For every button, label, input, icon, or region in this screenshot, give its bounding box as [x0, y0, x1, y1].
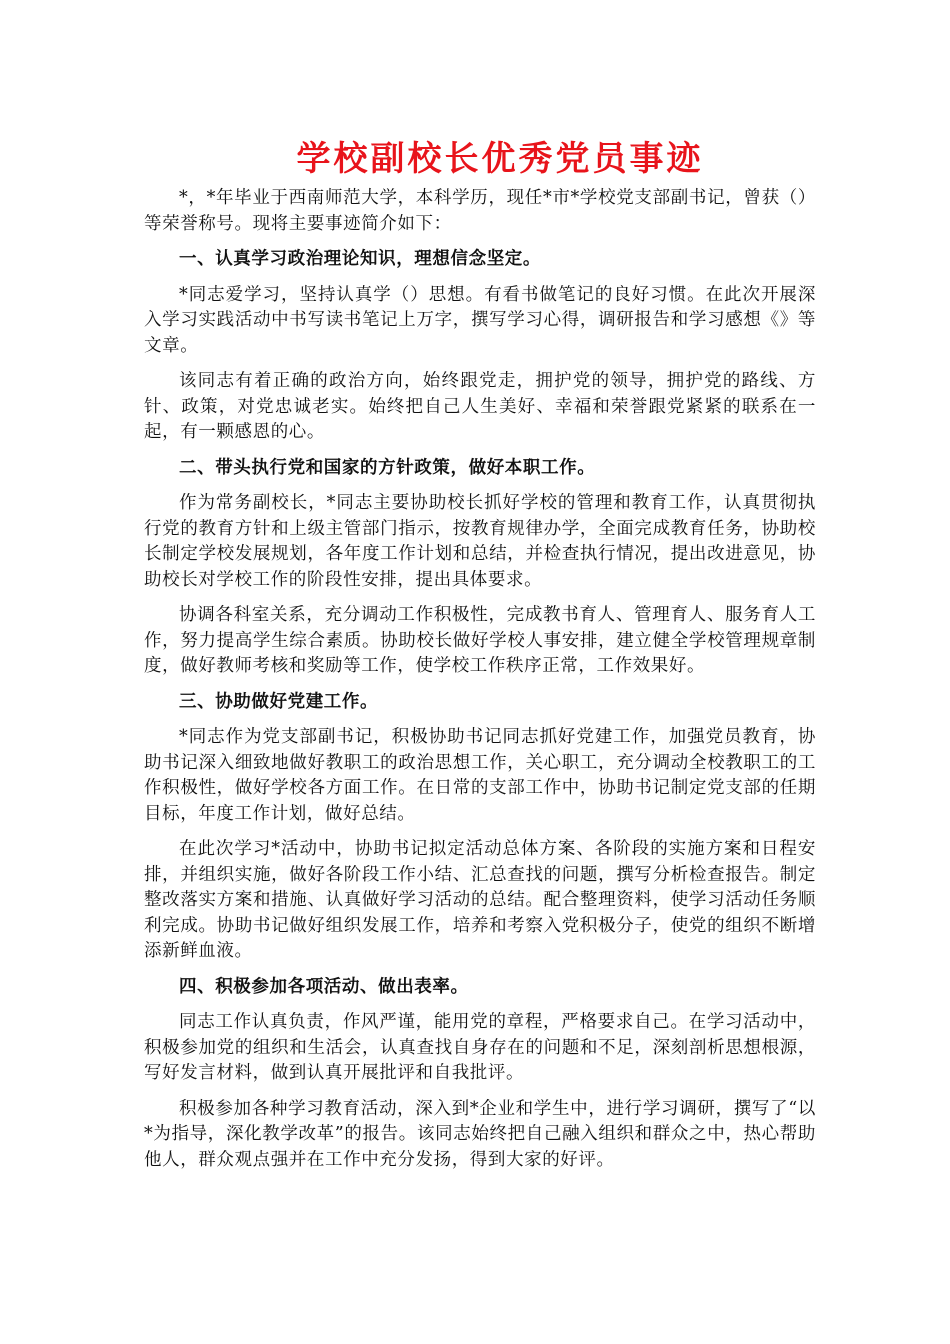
section-1-paragraph-1: *同志爱学习，坚持认真学（）思想。有看书做笔记的良好习惯。在此次开展深入学习实践活动中书写读书笔记上万字，撰写学习心得，调研报告和学习感想《》等文章。	[144, 284, 816, 356]
section-1-heading: 一、认真学习政治理论知识，理想信念坚定。	[179, 249, 541, 269]
intro-paragraph: *，*年毕业于西南师范大学，本科学历，现任*市*学校党支部副书记，曾获（）等荣誉称号。现将主要事迹简介如下：	[144, 188, 816, 234]
section-4-paragraph-2: 积极参加各种学习教育活动，深入到*企业和学生中，进行学习调研，撰写了“以*为指导，深化教学改革”的报告。该同志始终把自己融入组织和群众之中，热心帮助他人，群众观点强并在工作中充分发扬，得到大家的好评。	[144, 1098, 816, 1170]
document-title: 学校副校长优秀党员事迹	[296, 139, 704, 179]
section-3-paragraph-2: 在此次学习*活动中，协助书记拟定活动总体方案、各阶段的实施方案和日程安排，并组织实施，做好各阶段工作小结、汇总查找的问题，撰写分析检查报告。制定整改落实方案和措施、认真做好学习活动的总结。配合整理资料，使学习活动任务顺利完成。协助书记做好组织发展工作，培养和考察入党积极分子，使党的组织不断增添新鲜血液。	[144, 839, 816, 961]
section-3-paragraph-1: *同志作为党支部副书记，积极协助书记同志抓好党建工作，加强党员教育，协助书记深入细致地做好教职工的政治思想工作，关心职工，充分调动全校教职工的工作积极性，做好学校各方面工作。在日常的支部工作中，协助书记制定党支部的任期目标，年度工作计划，做好总结。	[144, 727, 816, 824]
section-4-heading: 四、积极参加各项活动、做出表率。	[179, 976, 469, 997]
section-1-paragraph-2: 该同志有着正确的政治方向，始终跟党走，拥护党的领导，拥护党的路线、方针、政策，对党忠诚老实。始终把自己人生美好、幸福和荣誉跟党紧紧的联系在一起，有一颗感恩的心。	[144, 371, 816, 442]
section-4-paragraph-1: 同志工作认真负责，作风严谨，能用党的章程，严格要求自己。在学习活动中，积极参加党的组织和生活会，认真查找自身存在的问题和不足，深刻剖析思想根源，写好发言材料，做到认真开展批评和自我批评。	[144, 1012, 816, 1083]
document-body	[144, 186, 816, 1183]
section-3-heading: 三、协助做好党建工作。	[179, 691, 379, 712]
section-2-paragraph-2: 协调各科室关系，充分调动工作积极性，完成教书育人、管理育人、服务育人工作，努力提高学生综合素质。协助校长做好学校人事安排，建立健全学校管理规章制度，做好教师考核和奖励等工作，使学校工作秩序正常，工作效果好。	[144, 605, 816, 676]
section-2-heading: 二、带头执行党和国家的方针政策，做好本职工作。	[179, 457, 596, 478]
section-2-paragraph-1: 作为常务副校长，*同志主要协助校长抓好学校的管理和教育工作，认真贯彻执行党的教育方针和上级主管部门指示，按教育规律办学，全面完成教育任务，协助校长制定学校发展规划，各年度工作计划和总结，并检查执行情况，提出改进意见，协助校长对学校工作的阶段性安排，提出具体要求。	[144, 493, 816, 590]
